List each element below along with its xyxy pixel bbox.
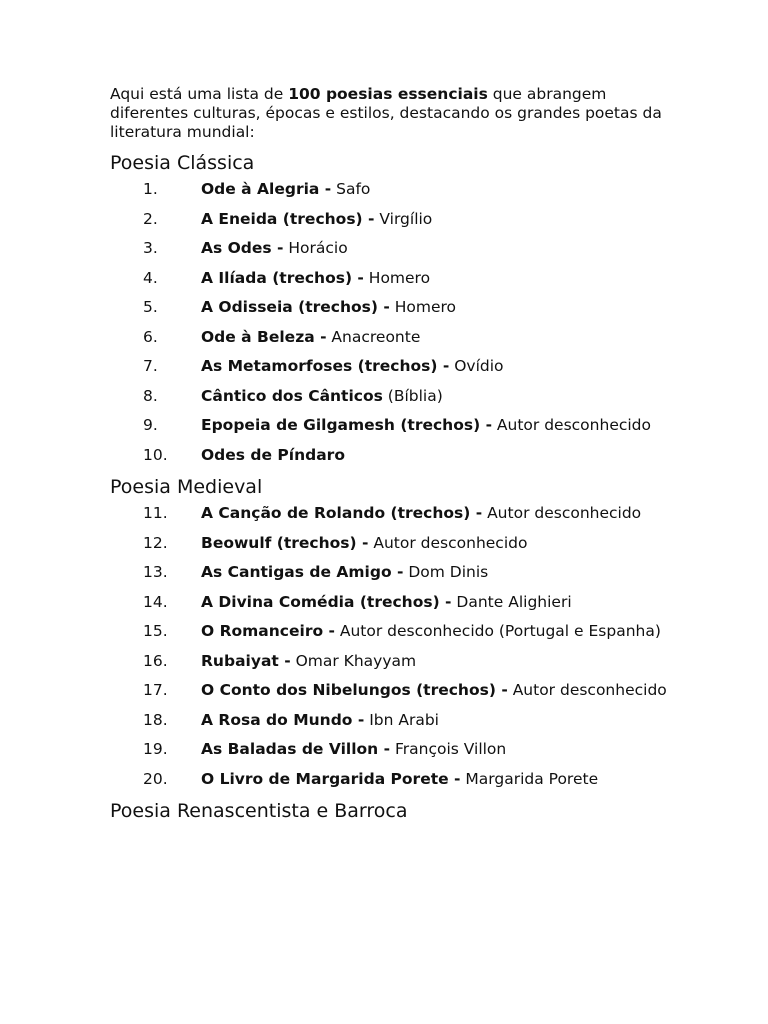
item-number: 1.: [143, 180, 158, 198]
poem-author: Autor desconhecido: [507, 681, 667, 699]
list-item: [143, 740, 670, 758]
document-page: [110, 85, 670, 823]
poem-author: François Villon: [390, 740, 507, 758]
poem-title: Ode à Beleza -: [201, 327, 327, 346]
intro-paragraph: [110, 85, 670, 142]
item-number: 4.: [143, 268, 158, 287]
item-number: 17.: [143, 681, 168, 699]
list-item: [143, 269, 670, 287]
item-number: 15.: [143, 622, 168, 640]
poem-author: Dante Alighieri: [451, 592, 572, 611]
poem-title: O Livro de Margarida Porete -: [201, 769, 461, 788]
poem-title: Cântico dos Cânticos: [201, 386, 383, 405]
poem-author: Autor desconhecido: [492, 416, 652, 434]
intro-highlight: 100 poesias essenciais: [288, 85, 488, 103]
item-number: 12.: [143, 533, 168, 552]
list-item: [143, 239, 670, 257]
poem-title: O Romanceiro -: [201, 622, 335, 640]
list-item: [143, 416, 670, 434]
poem-list-classica: [110, 180, 670, 464]
poem-title: Epopeia de Gilgamesh (trechos) -: [201, 416, 492, 434]
poem-title: A Canção de Rolando (trechos) -: [201, 504, 483, 522]
item-number: 3.: [143, 239, 158, 257]
list-item: [143, 563, 670, 581]
poem-author: Ovídio: [449, 357, 504, 375]
list-item: [143, 534, 670, 552]
poem-author: Ibn Arabi: [364, 710, 439, 729]
poem-author: Virgílio: [374, 209, 433, 228]
poem-title: A Rosa do Mundo -: [201, 710, 365, 729]
item-number: 13.: [143, 563, 168, 581]
poem-author: Homero: [363, 268, 431, 287]
item-number: 7.: [143, 357, 158, 375]
poem-title: Odes de Píndaro: [201, 445, 345, 464]
list-item: [143, 593, 670, 611]
poem-title: A Eneida (trechos) -: [201, 209, 375, 228]
list-item: [143, 711, 670, 729]
item-number: 9.: [143, 416, 158, 434]
item-number: 20.: [143, 769, 168, 788]
list-item: [143, 504, 670, 522]
poem-author: Margarida Porete: [460, 769, 599, 788]
list-item: [143, 681, 670, 699]
list-item: [143, 328, 670, 346]
poem-author: Autor desconhecido: [368, 533, 528, 552]
item-number: 2.: [143, 209, 158, 228]
poem-title: A Odisseia (trechos) -: [201, 298, 390, 316]
poem-title: Beowulf (trechos) -: [201, 533, 369, 552]
list-item: [143, 770, 670, 788]
intro-text-start: Aqui está uma lista de: [110, 85, 289, 103]
list-item: [143, 387, 670, 405]
poem-list-medieval: [110, 504, 670, 788]
item-number: 18.: [143, 710, 168, 729]
poem-title: As Metamorfoses (trechos) -: [201, 357, 450, 375]
poem-title: As Odes -: [201, 239, 284, 257]
item-number: 5.: [143, 298, 158, 316]
item-number: 6.: [143, 327, 158, 346]
poem-title: Rubaiyat -: [201, 651, 291, 670]
poem-title: Ode à Alegria -: [201, 180, 332, 198]
poem-author: Autor desconhecido: [482, 504, 642, 522]
poem-author: Autor desconhecido (Portugal e Espanha): [334, 622, 661, 640]
poem-title: A Ilíada (trechos) -: [201, 268, 364, 287]
poem-author: Homero: [389, 298, 456, 316]
list-item: [143, 652, 670, 670]
poem-title: As Cantigas de Amigo -: [201, 563, 404, 581]
section-heading-poesia-medieval: Poesia Medieval: [110, 476, 263, 498]
item-number: 16.: [143, 651, 168, 670]
poem-title: A Divina Comédia (trechos) -: [201, 592, 452, 611]
poem-title: O Conto dos Nibelungos (trechos) -: [201, 681, 508, 699]
intro-text-end: que abrangem diferentes culturas, épocas e estilos, destacando os grandes poetas da literatura mundial:: [110, 85, 662, 141]
section-heading-poesia-classica: Poesia Clássica: [110, 152, 255, 174]
list-item: [143, 180, 670, 198]
list-item: [143, 357, 670, 375]
list-item: [143, 446, 670, 464]
item-number: 14.: [143, 592, 168, 611]
item-number: 11.: [143, 504, 168, 522]
poem-author: Horácio: [283, 239, 348, 257]
list-item: [143, 622, 670, 640]
list-item: [143, 298, 670, 316]
item-number: 19.: [143, 740, 168, 758]
poem-author: Omar Khayyam: [290, 651, 417, 670]
poem-title: As Baladas de Villon -: [201, 740, 391, 758]
list-item: [143, 210, 670, 228]
section-heading-poesia-renascentista-barroca: Poesia Renascentista e Barroca: [110, 800, 408, 822]
poem-author: Safo: [331, 180, 371, 198]
poem-author: Anacreonte: [326, 327, 421, 346]
item-number: 8.: [143, 386, 158, 405]
poem-author: Dom Dinis: [403, 563, 489, 581]
poem-author: (Bíblia): [382, 386, 443, 405]
item-number: 10.: [143, 445, 168, 464]
